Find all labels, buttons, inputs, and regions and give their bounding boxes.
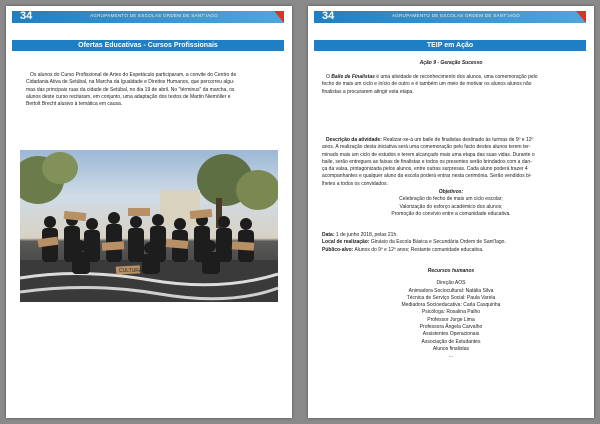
paragraph-line: O Baile de Finalistas é uma atividade de reconhecimento dos alunos, uma comemoração pelo (326, 74, 538, 80)
resource-item: Associação de Estudantes (421, 338, 481, 345)
resource-item: Professora Ângela Carvalho (419, 324, 483, 331)
resource-item: Alunos finalistas (432, 345, 470, 352)
right-page (308, 6, 594, 418)
objectives-title: Objetivos: (438, 189, 464, 195)
paragraph-line: minado mais um ciclo de estudos e terem alcançado mais uma etapa das suas vidas. Durante o (322, 151, 535, 158)
group-photo-illustration (20, 150, 278, 302)
description-paragraph (322, 137, 584, 188)
resource-item: ... (448, 353, 454, 360)
action-title: Ação 9 - Geração Sucesso (419, 60, 483, 66)
resources-block (318, 268, 584, 361)
article-paragraph (26, 72, 276, 108)
page-number: 34 (20, 10, 33, 22)
resource-item: Professor Jorge Lima (427, 316, 475, 323)
paragraph-line: anos. A realização desta iniciativa será uma comemoração pelo facto destes alunos terem ter- (322, 144, 531, 151)
audience-value: Alunos do 9º e 12º anos; Restante comunidade educativa. (354, 246, 484, 253)
resource-item: Técnica de Serviço Social: Paula Varela (406, 294, 496, 301)
section-title: Ofertas Educativas - Cursos Profissionais (12, 40, 284, 51)
resource-item: Psicóloga: Rosalina Palho (421, 309, 481, 316)
group-photo (20, 150, 278, 302)
paragraph-line: Descrição da atividade: Realizar-se-á um baile de finalistas destinado às turmas de 9º e 12º (326, 137, 534, 143)
resource-item: Animadora Sociocultural: Natália Silva (408, 287, 494, 294)
paragraph-line: mas das principais ruas da cidade de Setúbal, no dia 19 de abril. No "términus" da marcha, os (26, 86, 235, 93)
objectives-block (318, 189, 584, 218)
audience-line (322, 247, 584, 254)
header-flag-icon (576, 11, 586, 23)
audience-label: Público-alvo: (322, 246, 354, 253)
objective-item: Valorização do esforço académico dos alunos; (399, 203, 503, 210)
resource-item: Mediadora Socioeducativa: Carla Casquinha (401, 302, 501, 309)
intro-paragraph (322, 74, 584, 96)
paragraph-line: lhetes a todos os convidados. (322, 180, 388, 187)
paragraph-line: Cidadania Ativa de Setúbal, na Marcha da Igualdade e Direitos Humanos, que percorreu algu- (26, 79, 235, 86)
left-page (6, 6, 292, 418)
details-block (322, 232, 584, 254)
page-header (314, 11, 586, 23)
header-flag-icon (274, 11, 284, 23)
header-org: AGRUPAMENTO DE ESCOLAS ORDEM DE SANT'IAGO (90, 13, 219, 18)
date-value: 1 de junho 2018, pelas 21h. (335, 232, 398, 238)
paragraph-line: Bertolt Brecht alusivo à temática em causa. (26, 101, 123, 108)
objective-item: Celebração do fecho de mais um ciclo escolar; (399, 196, 503, 203)
resource-item: Direção AOS (436, 280, 466, 287)
paragraph-line: alunos deste curso recitaram, em conjunto, uma adaptação dos textos de Martin Niemöller e (26, 93, 231, 100)
paragraph-line: ça da valsa, protagonizada pelos alunos, entre outras surpresas. Cada aluno poderá trazer 4 (322, 166, 528, 173)
paragraph-line: fecho de mais um ciclo e início de outro e é também um meio de motivar os alunos alunos não (322, 81, 532, 88)
paragraph-line: finalistas a procurarem atingir esta etapa. (322, 88, 414, 95)
resource-item: Assistentes Operacionais (422, 331, 480, 338)
page-number: 34 (322, 10, 335, 22)
objective-item: Promoção do convívio entre a comunidade educativa. (391, 210, 511, 217)
paragraph-line: baile, serão entregues as faixas de finalistas e todos os presentes serão brindados com a dan- (322, 158, 532, 165)
header-org: AGRUPAMENTO DE ESCOLAS ORDEM DE SANT'IAGO (392, 13, 521, 18)
paragraph-line: acompanhantes e qualquer aluno da escola poderá entrar nesta cerimónia. Serão vendidos bi- (322, 173, 532, 180)
place-value: Ginásio da Escola Básica e Secundária Ordem de Sant'Iago. (370, 239, 506, 246)
resources-title: Recursos humanos (427, 268, 475, 274)
paragraph-line: Os alunos do Curso Profissional de Artes do Espetáculo participaram, a convite do Centro de (30, 72, 237, 78)
section-title: TEIP em Ação (314, 40, 586, 51)
place-label: Local de realização: (322, 239, 370, 246)
date-label: Data: (322, 232, 335, 238)
photo-sign-text: CULTURA (119, 268, 143, 274)
date-line (322, 232, 584, 239)
page-header (12, 11, 284, 23)
place-line (322, 239, 584, 246)
